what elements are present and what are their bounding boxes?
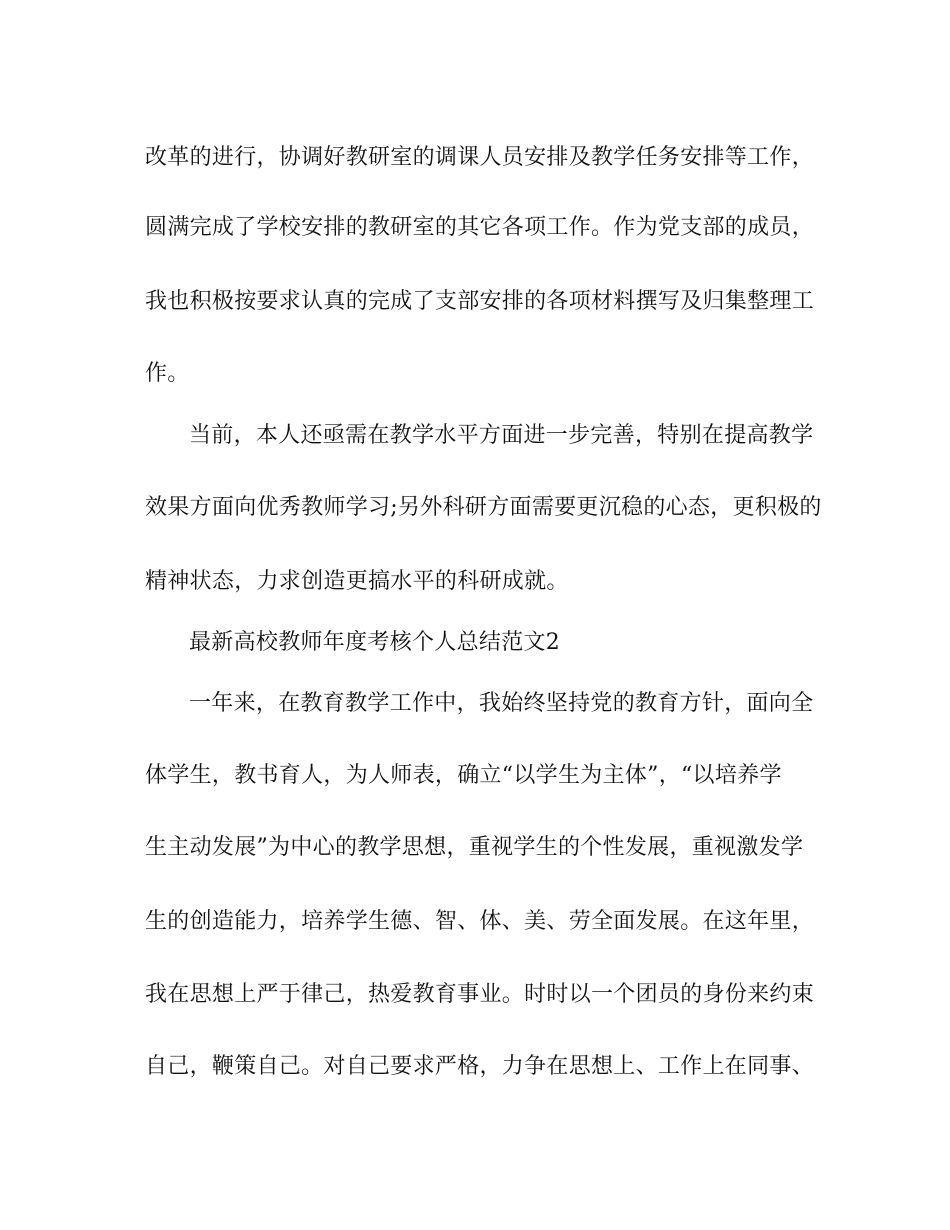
- text-line-1: 改革的进行，协调好教研室的调课人员安排及教学任务安排等工作，: [145, 145, 815, 170]
- text-line-10: 生主动发展”为中心的教学思想，重视学生的个性发展，重视激发学: [145, 835, 804, 860]
- section-heading: 最新高校教师年度考核个人总结范文2: [189, 630, 561, 655]
- text-line-6: 效果方面向优秀教师学习;另外科研方面需要更沉稳的心态，更积极的: [145, 495, 822, 520]
- text-line-2: 圆满完成了学校安排的教研室的其它各项工作。作为党支部的成员，: [145, 215, 815, 240]
- text-line-8: 一年来，在教育教学工作中，我始终坚持党的教育方针，面向全: [189, 691, 814, 716]
- text-line-9: 体学生，教书育人，为人师表，确立“以学生为主体”，“以培养学: [145, 763, 782, 788]
- text-line-12: 我在思想上严于律己，热爱教育事业。时时以一个团员的身份来约束: [145, 982, 815, 1007]
- text-line-3: 我也积极按要求认真的完成了支部安排的各项材料撰写及归集整理工: [145, 289, 815, 314]
- text-line-7: 精神状态，力求创造更搞水平的科研成就。: [145, 569, 569, 594]
- text-line-5: 当前，本人还亟需在教学水平方面进一步完善，特别在提高教学: [189, 423, 814, 448]
- text-line-4: 作。: [145, 361, 190, 386]
- text-line-13: 自己，鞭策自己。对自己要求严格，力争在思想上、工作上在同事、: [145, 1054, 815, 1079]
- text-line-11: 生的创造能力，培养学生德、智、体、美、劳全面发展。在这年里，: [145, 909, 815, 934]
